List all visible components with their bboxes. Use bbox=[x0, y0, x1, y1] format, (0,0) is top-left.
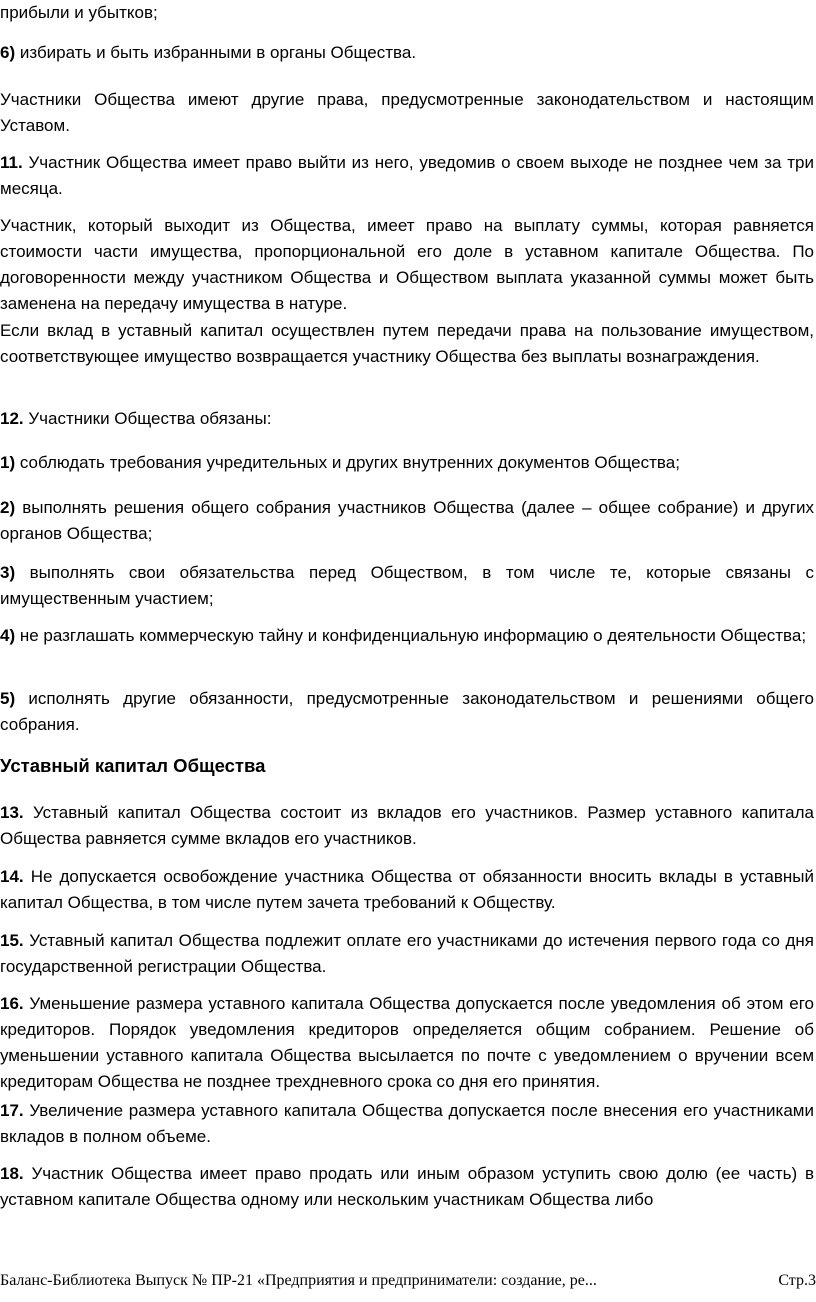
item-text: Участник Общества имеет право продать или иным образом уступить свою долю (ее часть) в уставном капитале Общества одному или нескольким участникам Общества либо bbox=[0, 1164, 814, 1209]
item-text: Увеличение размера уставного капитала Общества допускается после внесения его участниками вкладов в полном объеме. bbox=[0, 1101, 814, 1146]
item-text: Участники Общества обязаны: bbox=[23, 409, 272, 428]
section-heading: Уставный капитал Общества bbox=[0, 755, 266, 776]
list-item bbox=[0, 560, 814, 612]
list-item bbox=[0, 40, 814, 66]
page-number: Стр.3 bbox=[778, 1272, 816, 1289]
paragraph-text: Если вклад в уставный капитал осуществлен путем передачи права на пользование имуществом, соответствующее имущество возвращается участнику Общества без выплаты вознаграждения. bbox=[0, 321, 814, 366]
list-item bbox=[0, 495, 814, 547]
item-number: 2) bbox=[0, 498, 16, 517]
item-text: выполнять свои обязательства перед Обществом, в том числе те, которые связаны с имущественным участием; bbox=[0, 563, 814, 608]
paragraph bbox=[0, 0, 814, 26]
numbered-paragraph bbox=[0, 991, 814, 1095]
paragraph bbox=[0, 87, 814, 139]
list-item bbox=[0, 450, 814, 476]
item-number: 17. bbox=[0, 1101, 24, 1120]
paragraph bbox=[0, 318, 814, 370]
page-footer bbox=[0, 1270, 816, 1292]
item-text: Не допускается освобождение участника Общества от обязанности вносить вклады в уставный капитал Общества, в том числе путем зачета требований к Обществу. bbox=[0, 867, 814, 912]
numbered-paragraph bbox=[0, 1098, 814, 1150]
item-number: 13. bbox=[0, 803, 24, 822]
item-text: Уставный капитал Общества подлежит оплате его участниками до истечения первого года со дня государственной регистрации Общества. bbox=[0, 931, 814, 976]
item-text: Уставный капитал Общества состоит из вкладов его участников. Размер уставного капитала Общества равняется сумме вкладов его участников. bbox=[0, 803, 814, 848]
item-number: 4) bbox=[0, 626, 16, 645]
paragraph-text: Участники Общества имеют другие права, предусмотренные законодательством и настоящим Уставом. bbox=[0, 90, 814, 135]
item-number: 1) bbox=[0, 453, 16, 472]
numbered-paragraph bbox=[0, 800, 814, 852]
item-text: избирать и быть избранными в органы Общества. bbox=[15, 43, 417, 62]
numbered-paragraph bbox=[0, 150, 814, 202]
item-number: 11. bbox=[0, 153, 23, 172]
item-number: 16. bbox=[0, 994, 24, 1013]
item-number: 18. bbox=[0, 1164, 24, 1183]
numbered-paragraph bbox=[0, 864, 814, 916]
item-text: соблюдать требования учредительных и других внутренних документов Общества; bbox=[15, 453, 680, 472]
item-number: 6) bbox=[0, 43, 16, 62]
item-number: 14. bbox=[0, 867, 24, 886]
item-text: не разглашать коммерческую тайну и конфиденциальную информацию о деятельности Общества; bbox=[15, 626, 807, 645]
item-number: 3) bbox=[0, 563, 16, 582]
numbered-paragraph bbox=[0, 1161, 814, 1213]
numbered-paragraph bbox=[0, 406, 814, 432]
paragraph-text: прибыли и убытков; bbox=[0, 3, 158, 22]
item-text: Уменьшение размера уставного капитала Общества допускается после уведомления об этом его кредиторов. Порядок уведомления кредиторов определяется общим собранием. Решение об уменьшении уставного капитала Общества высылается по почте с уведомлением о вручении всем кредиторам Общества не позднее трехдневного срока со дня его принятия. bbox=[0, 994, 814, 1091]
numbered-paragraph bbox=[0, 928, 814, 980]
item-number: 12. bbox=[0, 409, 24, 428]
list-item bbox=[0, 623, 814, 649]
item-text: исполнять другие обязанности, предусмотренные законодательством и решениями общего собрания. bbox=[0, 689, 814, 734]
item-text: Участник Общества имеет право выйти из него, уведомив о своем выходе не позднее чем за три месяца. bbox=[0, 153, 814, 198]
list-item bbox=[0, 686, 814, 738]
paragraph bbox=[0, 213, 814, 317]
item-number: 15. bbox=[0, 931, 24, 950]
item-text: выполнять решения общего собрания участников Общества (далее – общее собрание) и других органов Общества; bbox=[0, 498, 814, 543]
paragraph-text: Участник, который выходит из Общества, имеет право на выплату суммы, которая равняется стоимости части имущества, пропорциональной его доле в уставном капитале Общества. По договоренности между участником Общества и Обществом выплата указанной суммы может быть заменена на передачу имущества в натуре. bbox=[0, 216, 814, 313]
footer-source: Баланс-Библиотека Выпуск № ПР-21 «Предприятия и предприниматели: создание, ре... bbox=[0, 1272, 597, 1289]
item-number: 5) bbox=[0, 689, 16, 708]
